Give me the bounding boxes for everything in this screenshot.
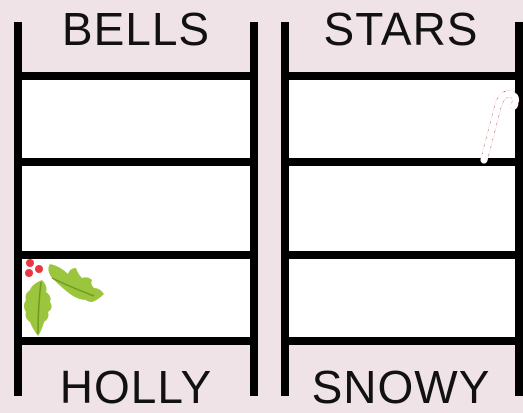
label-snowy: SNOWY xyxy=(311,361,491,413)
label-holly: HOLLY xyxy=(59,361,213,413)
left-divider-1 xyxy=(14,72,258,80)
holly-icon xyxy=(16,256,108,338)
left-cell-2 xyxy=(22,166,252,252)
right-divider-3 xyxy=(281,251,523,259)
right-divider-4 xyxy=(281,337,523,345)
left-cell-1 xyxy=(22,79,252,160)
right-divider-1 xyxy=(281,72,523,80)
candy-cane-icon xyxy=(476,86,520,164)
left-divider-4 xyxy=(14,337,258,345)
label-bells: BELLS xyxy=(61,3,211,55)
right-cell-2 xyxy=(289,166,515,252)
label-stars: STARS xyxy=(323,3,479,55)
left-divider-2 xyxy=(14,158,258,166)
right-cell-3 xyxy=(289,259,515,339)
